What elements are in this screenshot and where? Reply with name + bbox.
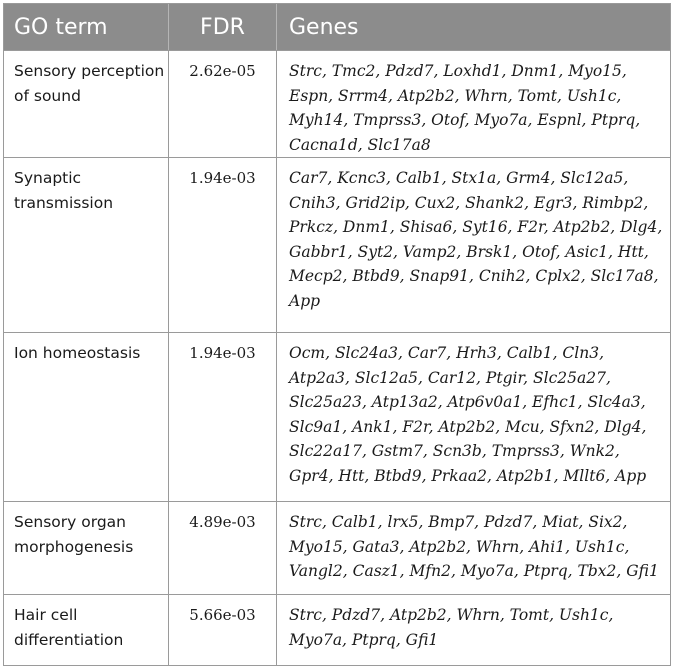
genes-cell: Ocm, Slc24a3, Car7, Hrh3, Calb1, Cln3, Atp2a3, Slc12a5, Car12, Ptgir, Slc25a27, Slc25a23, Atp13a2, Atp6v0a1, Efhc1, Slc4a3, Slc9a1, Ank1, F2r, Atp2b2, Mcu, Sfxn2, Dlg4, Slc22a17, Gstm7, Scn3b, Tmprss3, Wnk2, Gpr4, Htt, Btbd9, Prkaa2, Atp2b1, Mllt6, App	[276, 333, 670, 501]
genes-cell: Car7, Kcnc3, Calb1, Stx1a, Grm4, Slc12a5, Cnih3, Grid2ip, Cux2, Shank2, Egr3, Rimbp2, Prkcz, Dnm1, Shisa6, Syt16, F2r, Atp2b2, Dlg4, Gabbr1, Syt2, Vamp2, Brsk1, Otof, Asic1, Htt, Mecp2, Btbd9, Snap91, Cnih2, Cplx2, Slc17a8, App	[276, 158, 670, 332]
go-term-cell: Ion homeostasis	[14, 344, 141, 362]
go-term-cell: Sensory organ morphogenesis	[14, 513, 134, 556]
fdr-cell: 2.62e-05	[168, 51, 276, 157]
table-row	[4, 501, 670, 594]
fdr-cell: 4.89e-03	[168, 502, 276, 594]
genes-cell: Strc, Tmc2, Pdzd7, Loxhd1, Dnm1, Myo15, Espn, Srrm4, Atp2b2, Whrn, Tomt, Ush1c, Myh14, Tmprss3, Otof, Myo7a, Espnl, Ptprq, Cacna1d, Slc17a8	[276, 51, 670, 157]
go-term-cell: Sensory perception of sound	[14, 62, 165, 105]
table-row	[4, 332, 670, 501]
fdr-cell: 1.94e-03	[168, 158, 276, 332]
go-term-cell: Synaptic transmission	[14, 169, 114, 212]
genes-cell: Strc, Pdzd7, Atp2b2, Whrn, Tomt, Ush1c, Myo7a, Ptprq, Gfi1	[276, 595, 670, 665]
fdr-cell: 1.94e-03	[168, 333, 276, 501]
go-enrichment-table	[3, 3, 671, 666]
table-header-row	[4, 4, 670, 50]
fdr-cell: 5.66e-03	[168, 595, 276, 665]
table-row	[4, 157, 670, 332]
header-go-term: GO term	[14, 14, 108, 40]
table-row	[4, 594, 670, 665]
go-term-cell: Hair cell differentiation	[14, 606, 124, 649]
table-row	[4, 50, 670, 157]
genes-cell: Strc, Calb1, lrx5, Bmp7, Pdzd7, Miat, Six2, Myo15, Gata3, Atp2b2, Whrn, Ahi1, Ush1c, Vangl2, Casz1, Mfn2, Myo7a, Ptprq, Tbx2, Gfi1	[276, 502, 670, 594]
header-fdr: FDR	[168, 4, 276, 50]
header-genes: Genes	[276, 4, 670, 50]
